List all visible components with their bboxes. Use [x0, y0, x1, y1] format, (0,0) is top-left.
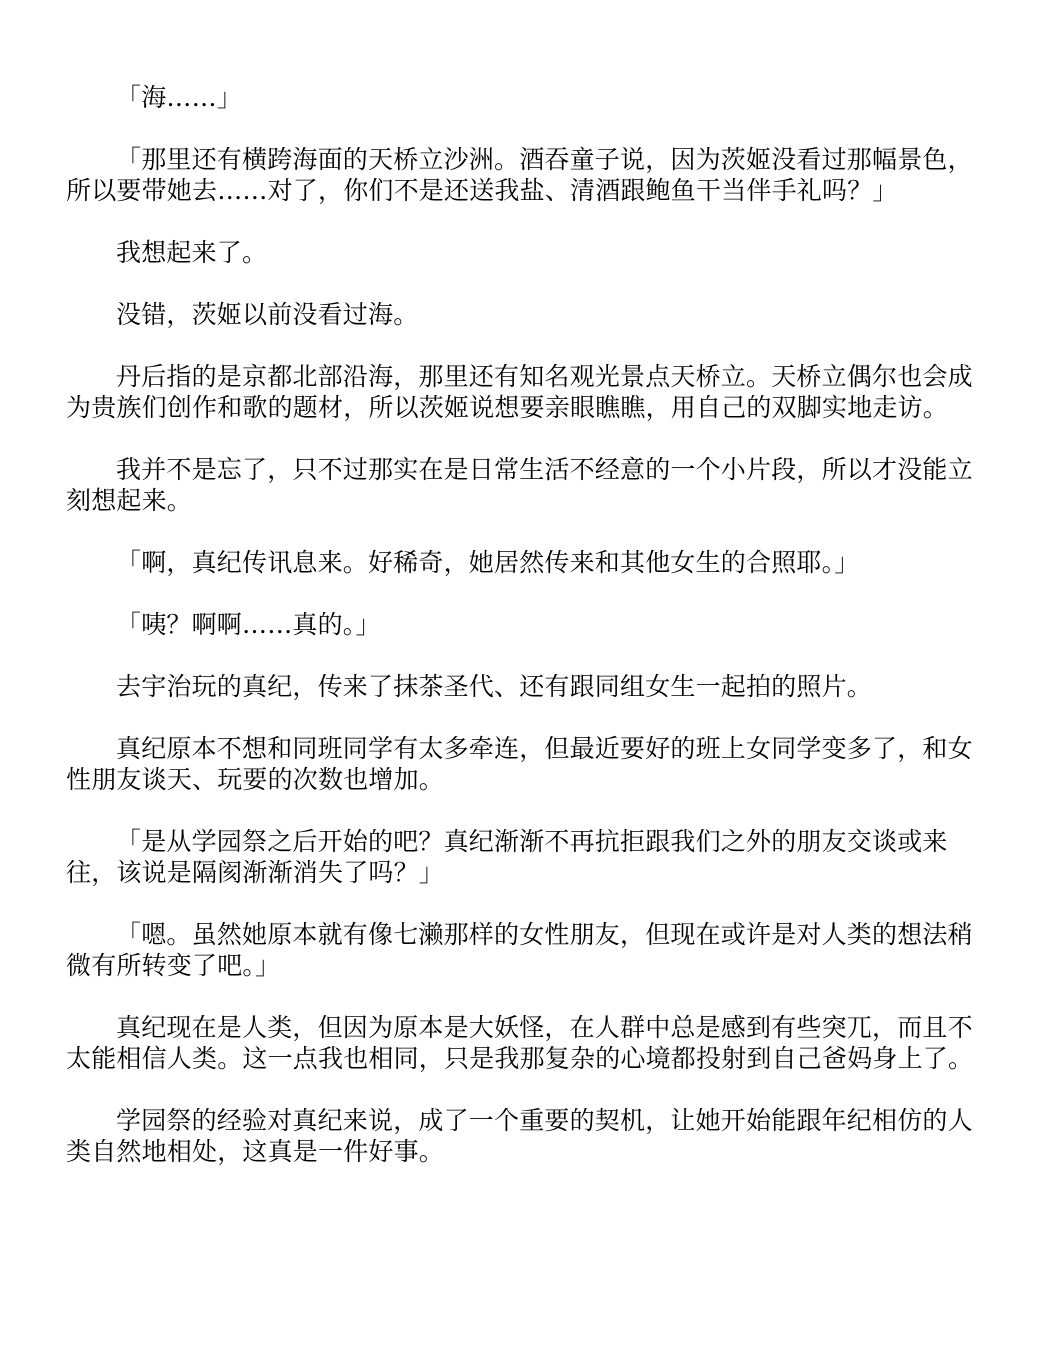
paragraph: 「那里还有横跨海面的天桥立沙洲。酒吞童子说，因为茨姬没看过那幅景色，所以要带她去……对了，你们不是还送我盐、清酒跟鲍鱼干当伴手礼吗？」	[66, 145, 973, 205]
paragraph: 没错，茨姬以前没看过海。	[116, 300, 419, 329]
paragraph: 「嗯。虽然她原本就有像七濑那样的女性朋友，但现在或许是对人类的想法稍微有所转变了吧。」	[66, 920, 973, 980]
document-page	[66, 82, 978, 1167]
paragraph: 我并不是忘了，只不过那实在是日常生活不经意的一个小片段，所以才没能立刻想起来。	[66, 455, 973, 515]
paragraph: 去宇治玩的真纪，传来了抹茶圣代、还有跟同组女生一起拍的照片。	[116, 672, 873, 701]
paragraph: 我想起来了。	[116, 238, 268, 267]
paragraph: 「是从学园祭之后开始的吧？真纪渐渐不再抗拒跟我们之外的朋友交谈或来往，该说是隔阂渐渐消失了吗？」	[66, 827, 948, 887]
paragraph: 「咦？啊啊……真的。」	[116, 610, 381, 639]
paragraph: 真纪现在是人类，但因为原本是大妖怪，在人群中总是感到有些突兀，而且不太能相信人类。这一点我也相同，只是我那复杂的心境都投射到自己爸妈身上了。	[66, 1013, 974, 1073]
paragraph: 「啊，真纪传讯息来。好稀奇，她居然传来和其他女生的合照耶。」	[116, 548, 860, 577]
paragraph: 学园祭的经验对真纪来说，成了一个重要的契机，让她开始能跟年纪相仿的人类自然地相处，这真是一件好事。	[66, 1106, 973, 1166]
paragraph: 「海……」	[116, 83, 243, 112]
paragraph: 真纪原本不想和同班同学有太多牵连，但最近要好的班上女同学变多了，和女性朋友谈天、玩要的次数也增加。	[66, 734, 973, 794]
paragraph: 丹后指的是京都北部沿海，那里还有知名观光景点天桥立。天桥立偶尔也会成为贵族们创作和歌的题材，所以茨姬说想要亲眼瞧瞧，用自己的双脚实地走访。	[66, 362, 973, 422]
